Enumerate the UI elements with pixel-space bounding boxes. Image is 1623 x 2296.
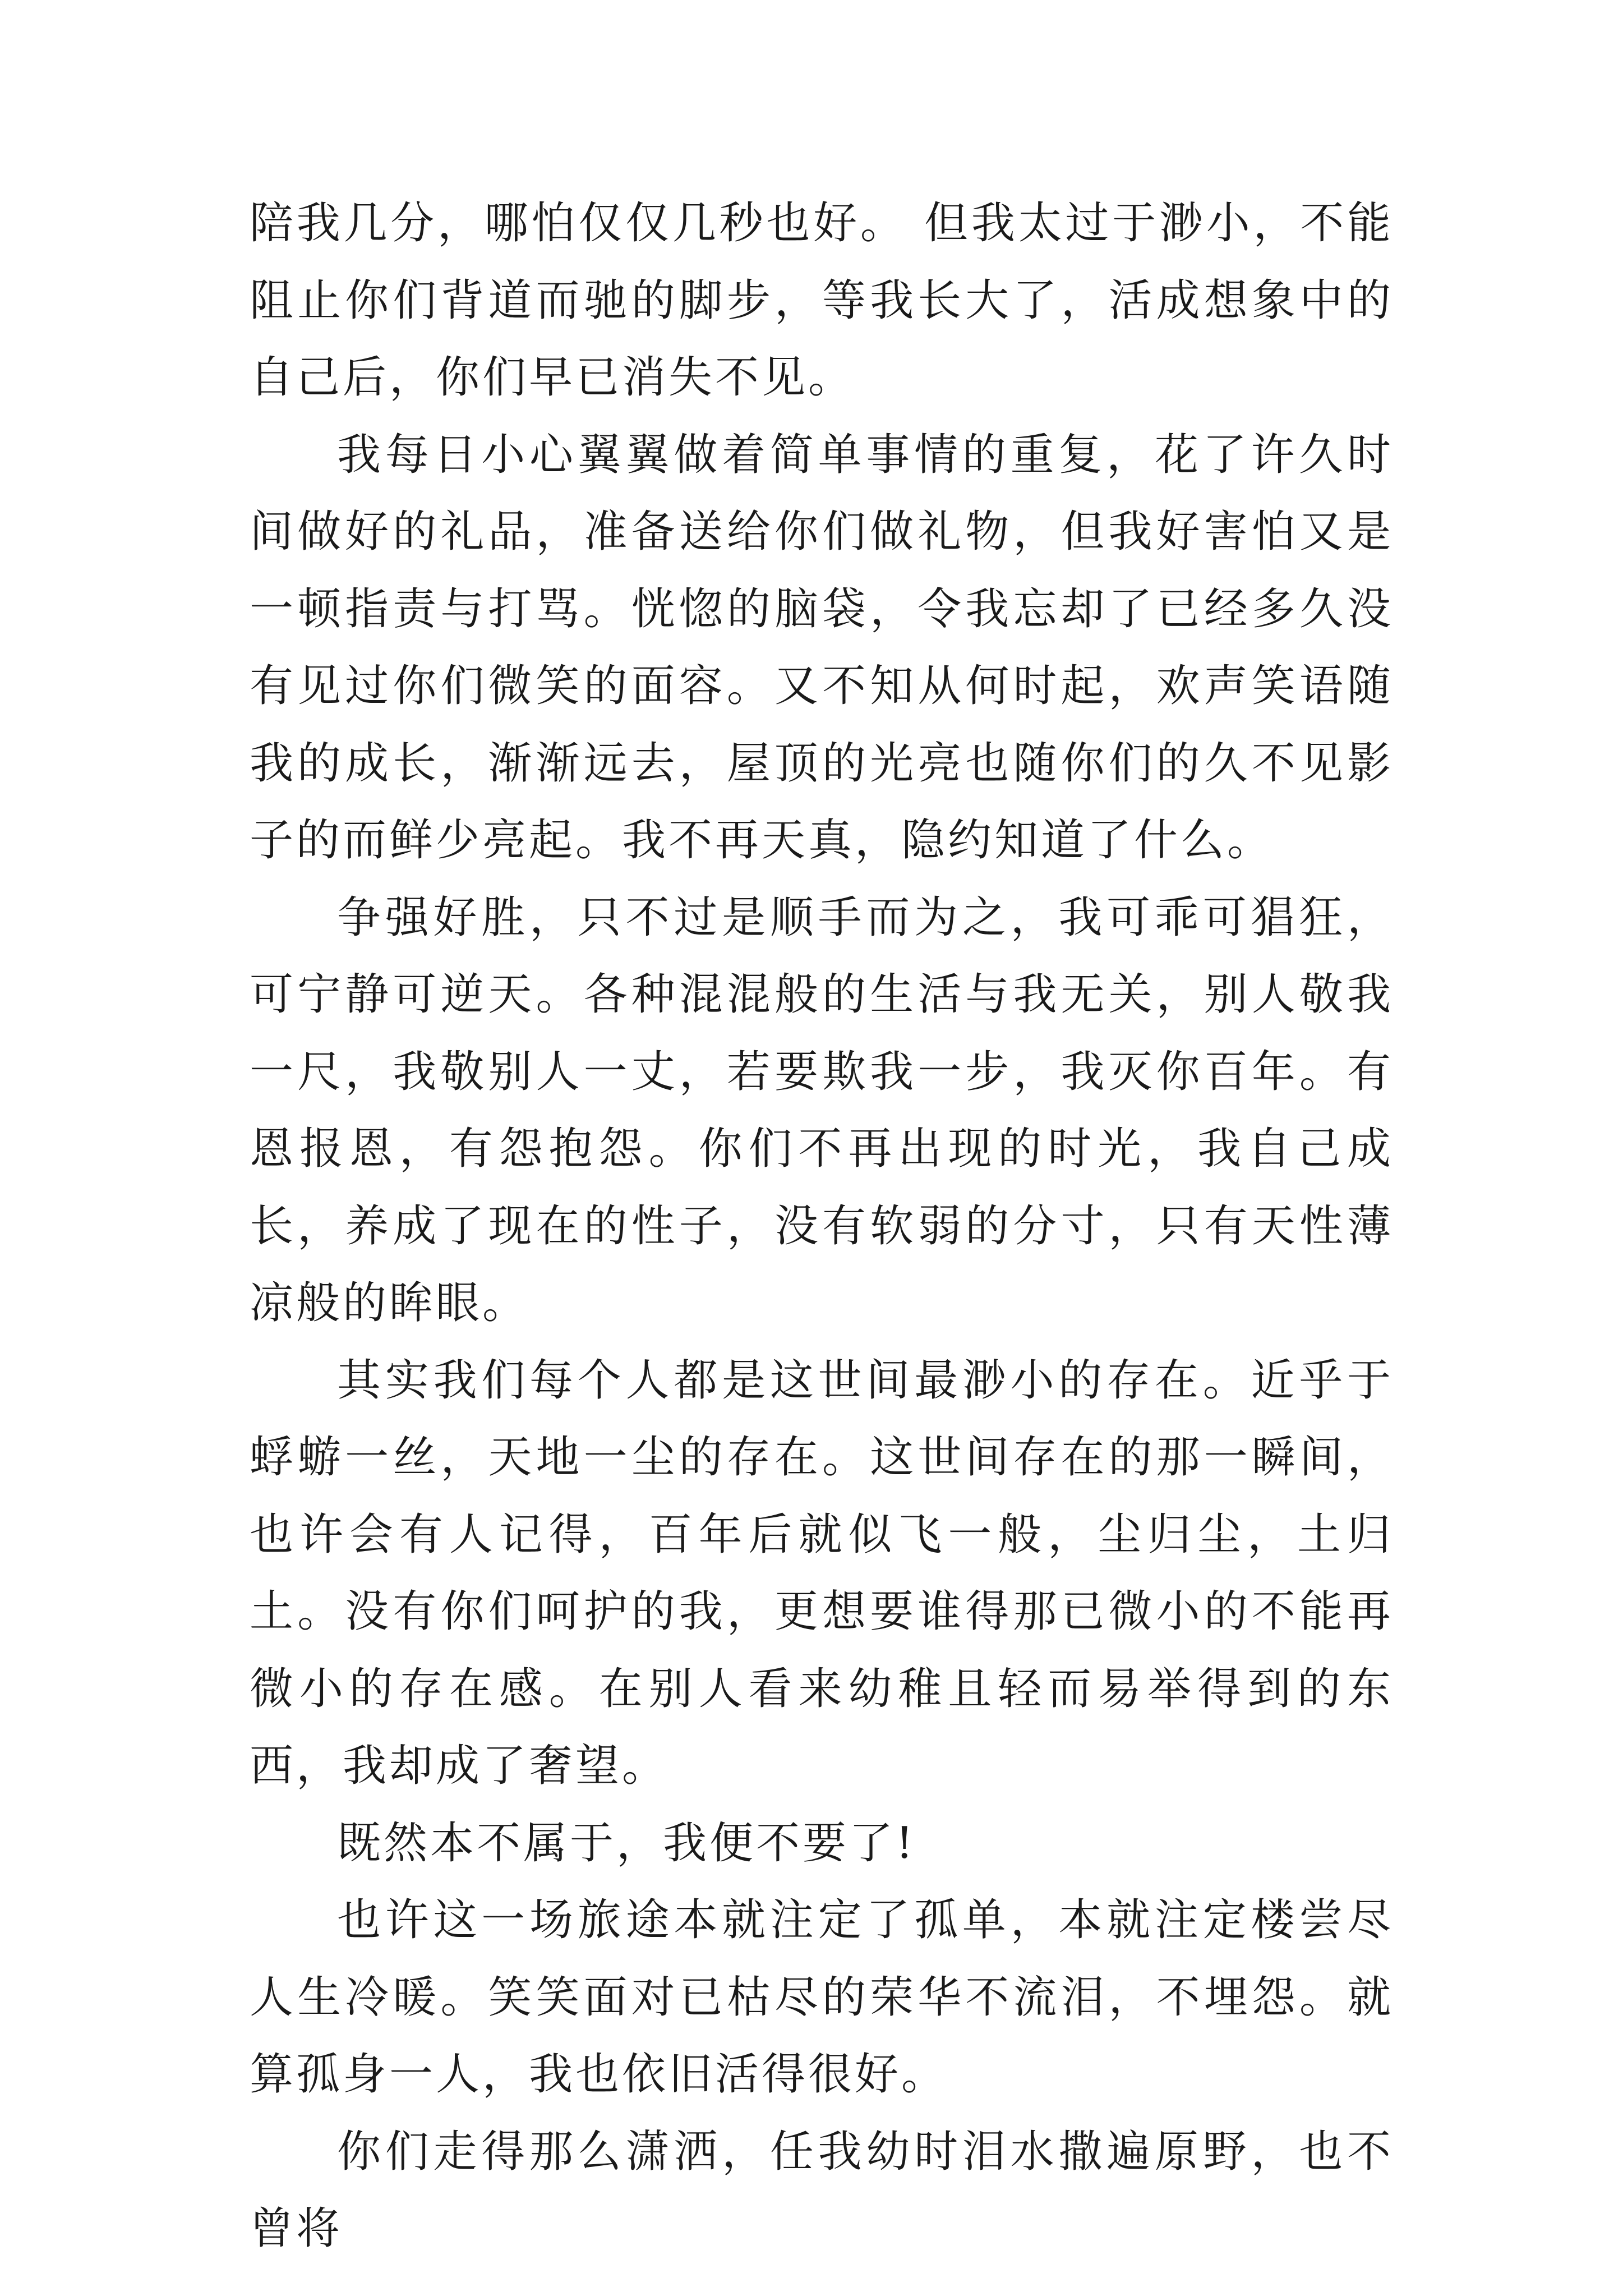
document-body	[250, 185, 1394, 2268]
paragraph-4: 其实我们每个人都是这世间最渺小的存在。近乎于蜉蝣一丝，天地一尘的存在。这世间存在的那一瞬间，也许会有人记得，百年后就似飞一般，尘归尘，土归土。没有你们呵护的我，更想要谁得那已微小的不能再微小的存在感。在别人看来幼稚且轻而易举得到的东西，我却成了奢望。	[250, 1355, 1394, 1791]
paragraph-1: 陪我几分，哪怕仅仅几秒也好。 但我太过于渺小，不能阻止你们背道而驰的脚步，等我长大了，活成想象中的自己后，你们早已消失不见。	[250, 198, 1394, 403]
paragraph-5: 既然本不属于，我便不要了!	[337, 1818, 916, 1869]
paragraph-6: 也许这一场旅途本就注定了孤单，本就注定楼尝尽人生冷暖。笑笑面对已枯尽的荣华不流泪，不埋怨。就算孤身一人，我也依旧活得很好。	[250, 1895, 1394, 2100]
paragraph-7: 你们走得那么潇洒，任我幼时泪水撒遍原野，也不曾将	[250, 2126, 1394, 2254]
paragraph-2: 我每日小心翼翼做着简单事情的重复，花了许久时间做好的礼品，准备送给你们做礼物，但我好害怕又是一顿指责与打骂。恍惚的脑袋，令我忘却了已经多久没有见过你们微笑的面容。又不知从何时起，欢声笑语随我的成长，渐渐远去，屋顶的光亮也随你们的久不见影子的而鲜少亮起。我不再天真，隐约知道了什么。	[250, 429, 1394, 866]
paragraph-3: 争强好胜，只不过是顺手而为之，我可乖可猖狂，可宁静可逆天。各种混混般的生活与我无关，别人敬我一尺，我敬别人一丈，若要欺我一步，我灭你百年。有恩报恩，有怨抱怨。你们不再出现的时光，我自己成长，养成了现在的性子，没有软弱的分寸，只有天性薄凉般的眸眼。	[250, 892, 1394, 1328]
